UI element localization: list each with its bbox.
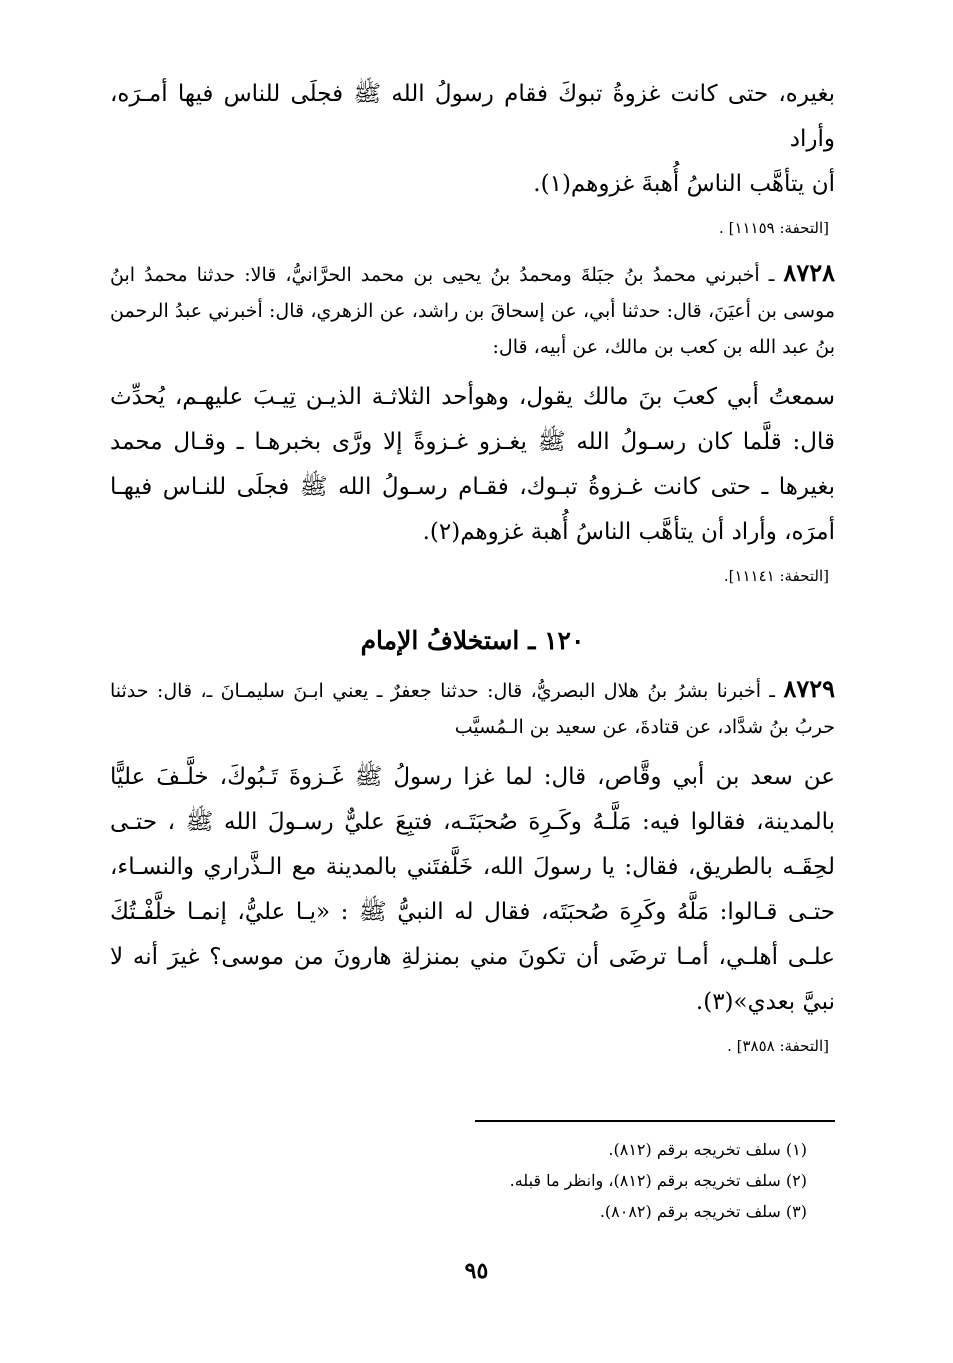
hadith-8729-matn: عن سعد بن أبي وقَّاص، قال: لما غزا رسولُ ﷺ غَـزوةَ تَـبُوكَ، خلَّـفَ عليًّا بالمدينة، فقالوا فيه: مَلَّـهُ وكَـرِهَ صُحبَتَـه، فتبِعَ عليٌّ رسـولَ الله ﷺ ، حتـى لحِقَـه بالطريق، فقال: يا رسولَ الله، خَلَّفتَني بالمدينة مع الـذَّراري والنسـاء، حتـى قـالوا: مَلَّهُ وكَرِهَ صُحبَتَه، فقال له النبيُّ ﷺ : «يـا عليُّ، إنمـا خلَّفْـتُكَ علـى أهلـي، أمـا ترضَى أن تكونَ مني بمنزلةِ هارونَ من موسى؟ غيرَ أنه لا نبيَّ بعدي»(٣). xyxy=(110,764,835,1015)
footnotes xyxy=(475,1120,835,1227)
page-body xyxy=(110,72,835,1057)
page-number: ٩٥ xyxy=(464,1258,489,1284)
chapter-heading: ١٢٠ ـ استخلافُ الإمام xyxy=(360,626,585,655)
footnote-1: (١) سلف تخريجه برقم (٨١٢). xyxy=(608,1140,807,1159)
continued-matn xyxy=(110,72,835,207)
hadith-number-8729: ٨٧٢٩ xyxy=(783,674,836,703)
hadith-8729-isnad xyxy=(110,671,835,745)
footnote-3: (٣) سلف تخريجه برقم (٨٠٨٢). xyxy=(599,1202,807,1221)
footnote-2: (٢) سلف تخريجه برقم (٨١٢)، وانظر ما قبله. xyxy=(509,1171,807,1190)
tuhfa-reference-2: [التحفة: ١١١٤١]. xyxy=(723,567,829,585)
hadith-number-8728: ٨٧٢٨ xyxy=(783,258,835,287)
tuhfa-reference-1: [التحفة: ١١١٥٩] . xyxy=(719,219,829,237)
tuhfa-reference-3: [التحفة: ٣٨٥٨] . xyxy=(727,1037,829,1055)
hadith-8728-matn: سمعتُ أبي كعبَ بنَ مالك يقول، وهوأحد الثلاثـة الذيـن تِيـبَ عليهـم، يُحدِّث قال: قلَّما كان رسـولُ الله ﷺ يغـزو غـزوةً إلا ورَّى بخبرهـا ـ وقـال محمد بغيرها ـ حتى كانت غـزوةُ تبـوك، فقـام رسـولُ الله ﷺ فجلَى للنـاس فيهـا أمرَه، وأراد أن يتأهَّب الناسُ أُهبة غزوهم(٢). xyxy=(110,384,835,545)
continued-matn-line-2: أن يتأهَّب الناسُ أُهبةَ غزوهم(١). xyxy=(533,171,835,197)
hadith-8729-chain: ـ أخبرنا بشرُ بنُ هلال البصريُّ، قال: حدثنا جعفرٌ ـ يعني ابـنَ سليمـانَ ـ، قال: حدثنا حربُ بنُ شدَّاد، عن قتادةَ، عن سعيد بن الـمُسيَّب xyxy=(110,680,835,738)
hadith-8728-isnad xyxy=(110,255,835,365)
hadith-8728-chain: ـ أخبرني محمدُ بنُ جبَلةَ ومحمدُ بنُ يحيى بن محمد الحرَّانيُّ، قالا: حدثنا محمدُ ابنُ موسى بن أعيَنَ، قال: حدثنا أبي، عن إسحاقَ بن راشد، عن الزهري، قال: أخبرني عبدُ الرحمن بنُ عبد الله بن كعب بن مالك، عن أبيه، قال: xyxy=(110,264,835,358)
continued-matn-line-1: بغيره، حتى كانت غزوةُ تبوكَ فقام رسولُ الله ﷺ فجلَى للناس فيها أمـرَه، وأراد xyxy=(110,81,835,152)
